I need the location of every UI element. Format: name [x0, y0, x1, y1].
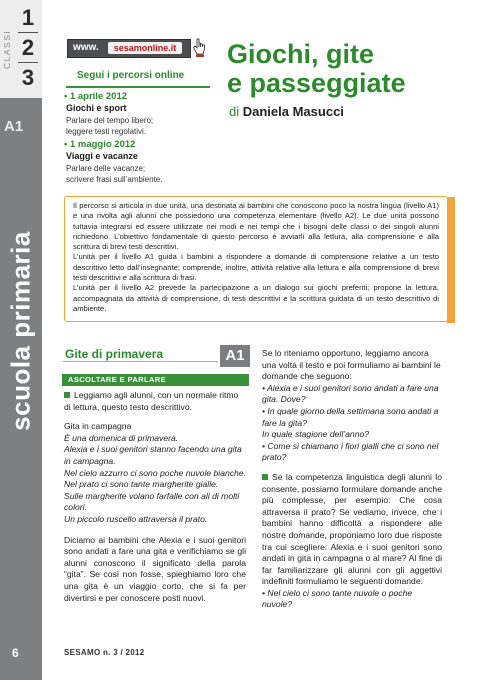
online-heading: Segui i percorsi online — [77, 70, 185, 81]
divider — [66, 86, 210, 88]
right-column: Se lo riteniamo opportuno, leggiamo ancora una volta il testo e poi formuliamo ai bambini le domande che seguono: • Alexia e i suoi genitori sono andati a fare una gita. Dove? • In quale giorno della settimana sono andati a fare la gita? In quale stagione dell’anno? • Come si chiamano i fiori gialli che ci sono nel prato? Se la competenza linguistica degli alunni lo consente, possiamo formulare domande anche più complesse, per esempio: Che cosa attraversa il prato? Se vediamo, invece, che i bambini hanno difficoltà a rispondere alle nostre domande, proponiamo loro due risposte tra cui scegliere: Alexia e i suoi genitori sono andati in gita in campagna o al mare? Al fine di far familiarizzare gli alunni con gli aggettivi indefiniti formuliamo le seguenti domande: • Nel cielo ci sono tante nuvole o poche nuvole? — [262, 348, 442, 610]
pointer-hand-icon — [192, 38, 206, 58]
event-date: • 1 aprile 2012 — [64, 91, 128, 102]
class-divider — [18, 32, 38, 33]
section-title: Gite di primavera — [65, 347, 164, 361]
class-number-2: 2 — [21, 35, 35, 60]
event-desc: Parlare del tempo libero; — [66, 116, 154, 125]
event-desc: Parlare delle vacanze; — [66, 164, 146, 173]
author: Daniela Masucci — [242, 104, 344, 119]
footer: SESAMO n. 3 / 2012 — [64, 648, 145, 657]
level-badge: A1 — [220, 345, 250, 367]
event-title: Viaggi e vacanze — [66, 151, 138, 161]
subsection-bar: ASCOLTARE E PARLARE — [62, 374, 249, 386]
intro-accent-bar — [447, 197, 455, 323]
sesamonline-logo[interactable] — [67, 39, 191, 58]
event-title: Giochi e sport — [66, 103, 127, 113]
page-title: Giochi, gite e passeggiate — [227, 39, 406, 98]
section-header — [61, 345, 249, 368]
class-number-3: 3 — [21, 65, 35, 90]
story-title: Gita in campagna — [64, 421, 132, 432]
classes-block — [0, 0, 42, 98]
event-date: • 1 maggio 2012 — [64, 139, 136, 150]
logo-name: sesamonline.it — [113, 43, 177, 53]
byline: di Daniela Masucci — [229, 104, 344, 119]
intro-box: Il percorso si articola in due unità, una destinata ai bambini che conoscono poco la nostra lingua (livello A1) e una rivolta agli alunni che possiedono una competenza elementare (livello A2). Le due unità possono tuttavia integrarsi ed essere utilizzate nei modi e nei tempi che i bisogni delle classi o dei singoli alunni richiedono. L’obiettivo fondamentale di questo percorso è avviarli alla lettura, alla comprensione e alla scrittura di brevi testi descrittivi. L’unità per il livello A1 guida i bambini a rispondere a domande di comprensione relative a un testo descrittivo letto dall’insegnante; comprende, inoltre, attività relative alla lettura e alla comprensione di brevi testi descrittivi e alla scrittura di frasi. L’unità per il livello A2 prevede la partecipazione a un dialogo sui giochi preferiti; propone la lettura, accompagnata da attività di comprensione, di testi descrittivi e la scrittura guidata di un testo descrittivo di ambiente. — [64, 196, 448, 322]
logo-www: www. — [73, 42, 99, 53]
bullet-square-icon — [262, 474, 268, 480]
page-number: 6 — [12, 646, 19, 660]
section-vertical-label: scuola primaria — [5, 230, 36, 431]
bullet-square-icon — [64, 392, 70, 398]
class-number-1: 1 — [21, 5, 35, 30]
level-label: A1 — [4, 118, 24, 135]
event-desc: leggere testi regolativi. — [66, 127, 147, 136]
class-divider — [18, 62, 38, 63]
left-column: Leggiamo agli alunni, con un normale ritmo di lettura, questo testo descrittivo. Gita in campagna È una domenica di primavera. Alexia e i suoi genitori stanno facendo una gita in campagna. Nel cielo azzurro ci sono poche nuvole bianche. Nel prato ci sono tante margherite gialle. Sulle margherite volano farfalle con ali di molti colori. Un piccolo ruscello attraversa il prato. Diciamo ai bambini che Alexia e i suoi genitori sono andati a fare una gita e verifichiamo se gli alunni conoscono il significato della parola “gita”. Se così non fosse, spieghiamo loro che una gita è un viaggio corto, che si fa per divertirsi e per conoscere posti nuovi. — [64, 390, 247, 603]
classi-label: CLASSI — [2, 29, 12, 69]
event-desc: scrivere frasi sull’ambiente. — [66, 175, 163, 184]
